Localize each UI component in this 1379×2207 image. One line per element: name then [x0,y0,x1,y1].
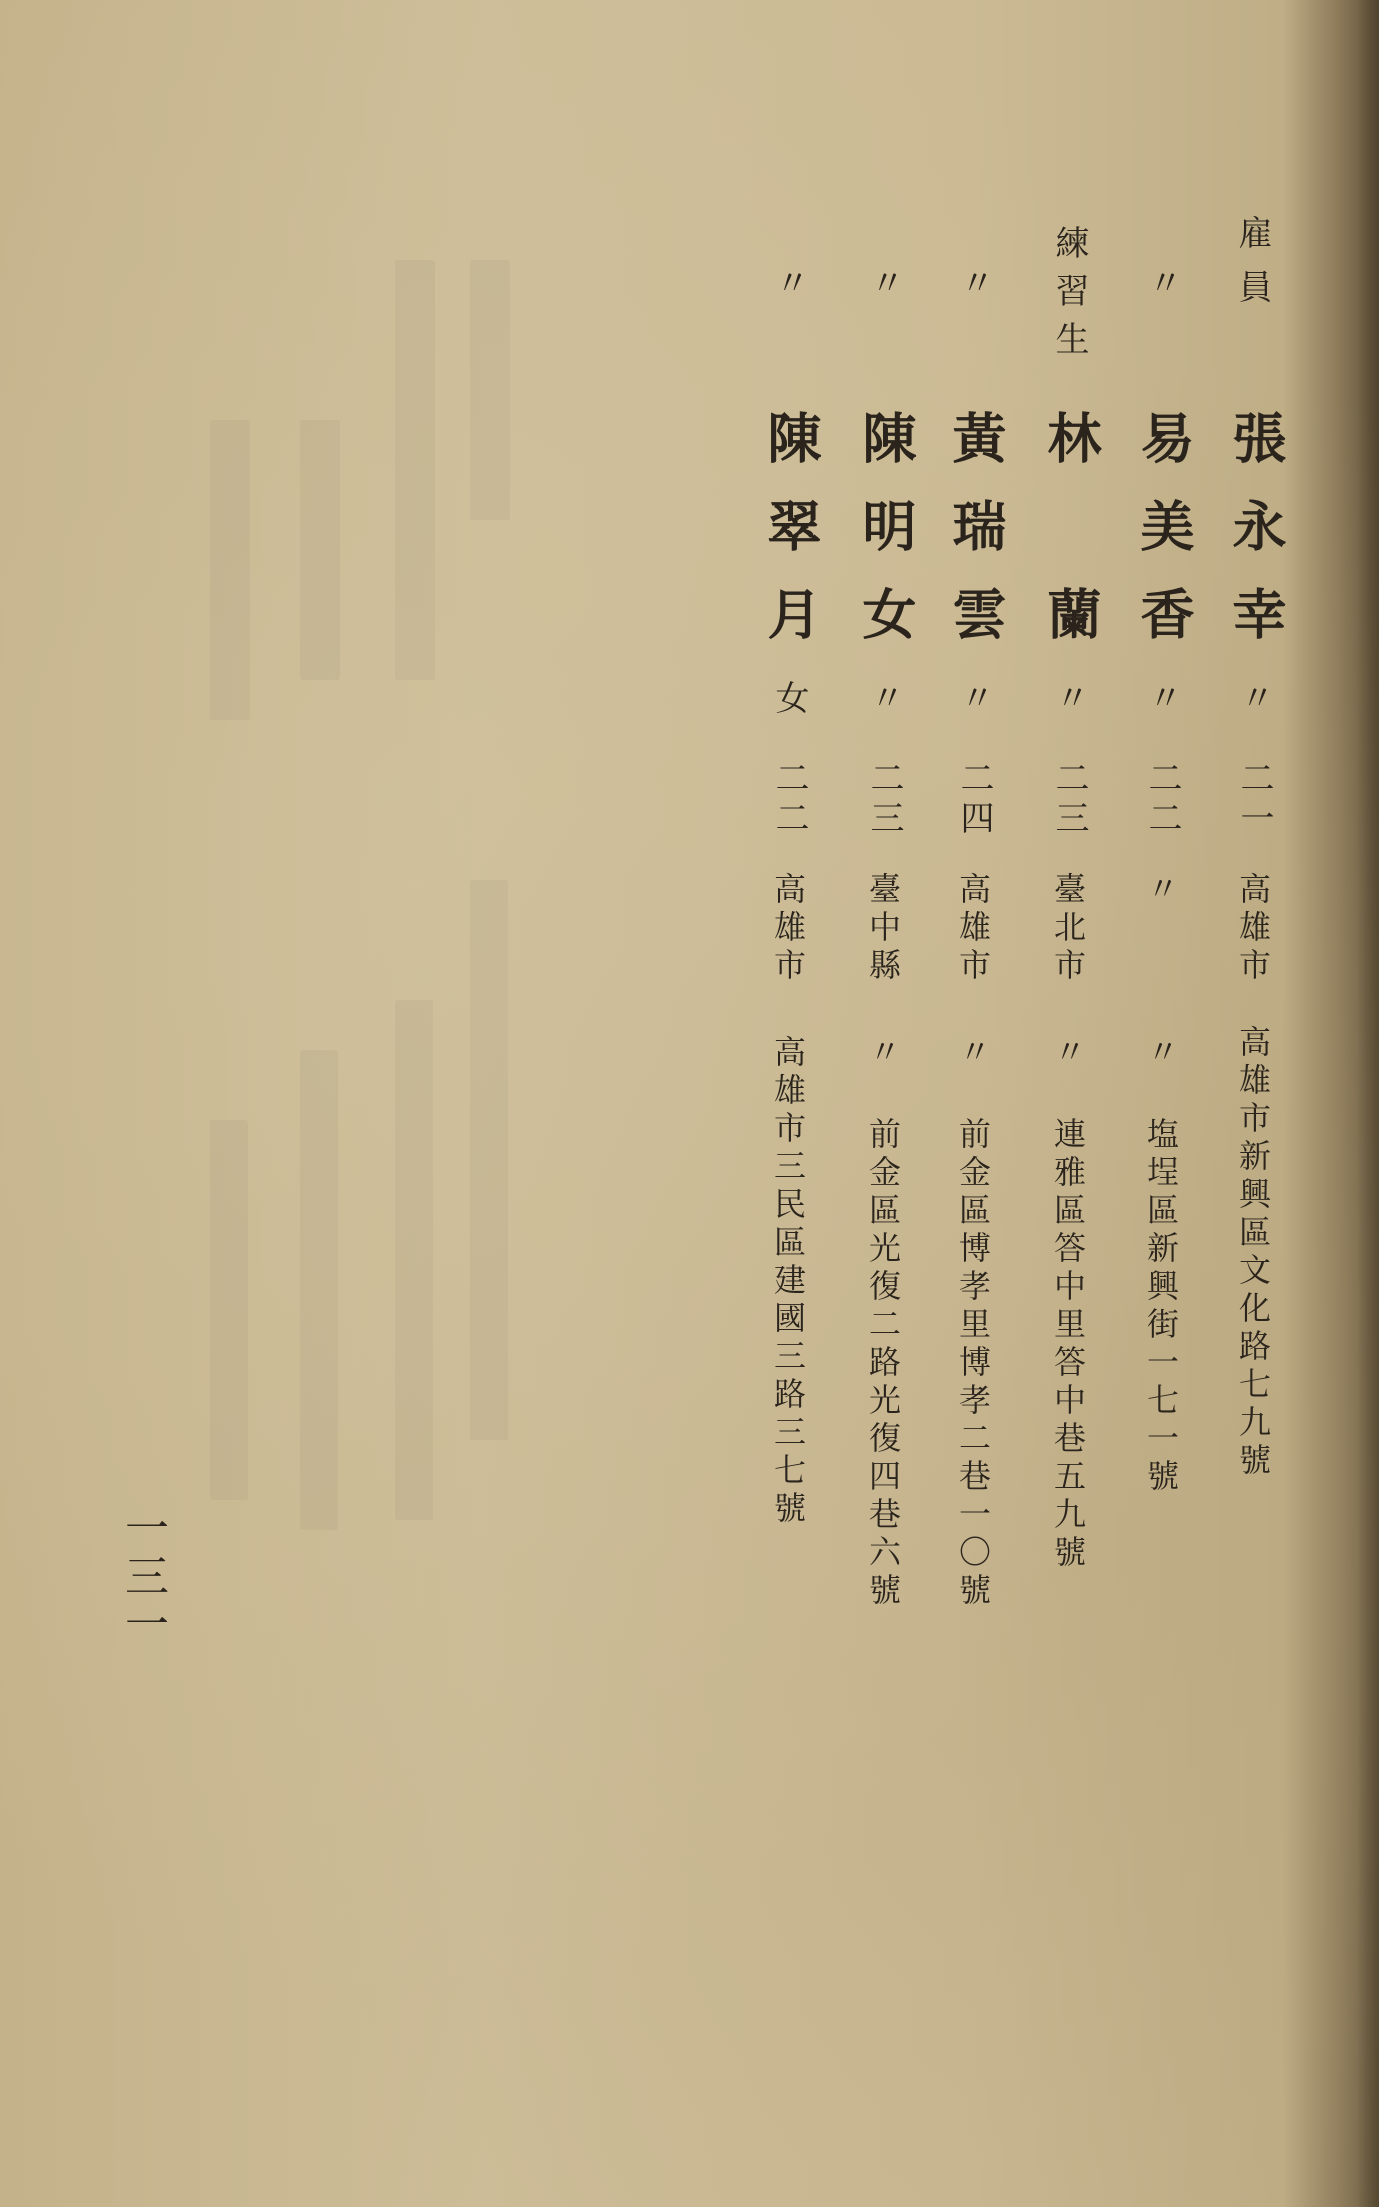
record-column [1040,0,1110,2207]
native-place: 〃 [1142,872,1180,910]
record-column [1225,0,1295,2207]
person-name: 林 蘭 [1039,410,1103,674]
age-value: 二四 [954,760,994,840]
address: 〃 塩埕區新興街一七一號 [1142,1035,1180,1497]
sex-mark: 〃 [1142,680,1182,720]
role-label: 雇員 [1232,215,1272,323]
bleed-through-mark [395,1000,433,1520]
native-place: 高雄市 [954,872,992,986]
page-number: 一三一 [117,1505,168,1649]
sex-mark: 〃 [864,680,904,720]
age-value: 二三 [1049,760,1089,840]
bleed-through-mark [395,260,435,680]
record-column [855,0,925,2207]
role-label: 練習生 [1049,225,1089,369]
bleed-through-mark [470,880,508,1440]
sex-mark: 〃 [1049,680,1089,720]
person-name: 陳翠月 [759,410,823,674]
person-name: 易美香 [1132,410,1196,674]
bleed-through-mark [470,260,510,520]
native-place: 臺北市 [1049,872,1087,986]
record-column [760,0,830,2207]
bleed-through-mark [210,420,250,720]
role-label: 〃 [1142,265,1182,319]
age-value: 二三 [864,760,904,840]
bleed-through-mark [300,1050,338,1530]
bleed-through-mark [210,1120,248,1500]
person-name: 陳明女 [854,410,918,674]
native-place: 臺中縣 [864,872,902,986]
role-label: 〃 [769,265,809,319]
age-value: 二一 [1234,760,1274,840]
bleed-through-mark [300,420,340,680]
age-value: 二二 [769,760,809,840]
sex-mark: 〃 [1234,680,1274,720]
address: 〃 前金區光復二路光復四巷六號 [864,1035,902,1611]
record-column [945,0,1015,2207]
age-value: 二二 [1142,760,1182,840]
sex-mark: 〃 [954,680,994,720]
address: 〃 連雅區答中里答中巷五九號 [1049,1035,1087,1573]
record-column [1133,0,1203,2207]
role-label: 〃 [954,265,994,319]
role-label: 〃 [864,265,904,319]
person-name: 黃瑞雲 [944,410,1008,674]
native-place: 高雄市 [769,872,807,986]
address: 高雄市新興區文化路七九號 [1234,1025,1272,1481]
sex-mark: 女 [769,680,809,720]
native-place: 高雄市 [1234,872,1272,986]
person-name: 張永幸 [1224,410,1288,674]
address: 高雄市三民區建國三路三七號 [769,1035,807,1529]
address: 〃 前金區博孝里博孝二巷一〇號 [954,1035,992,1611]
binding-edge [1357,0,1379,2207]
